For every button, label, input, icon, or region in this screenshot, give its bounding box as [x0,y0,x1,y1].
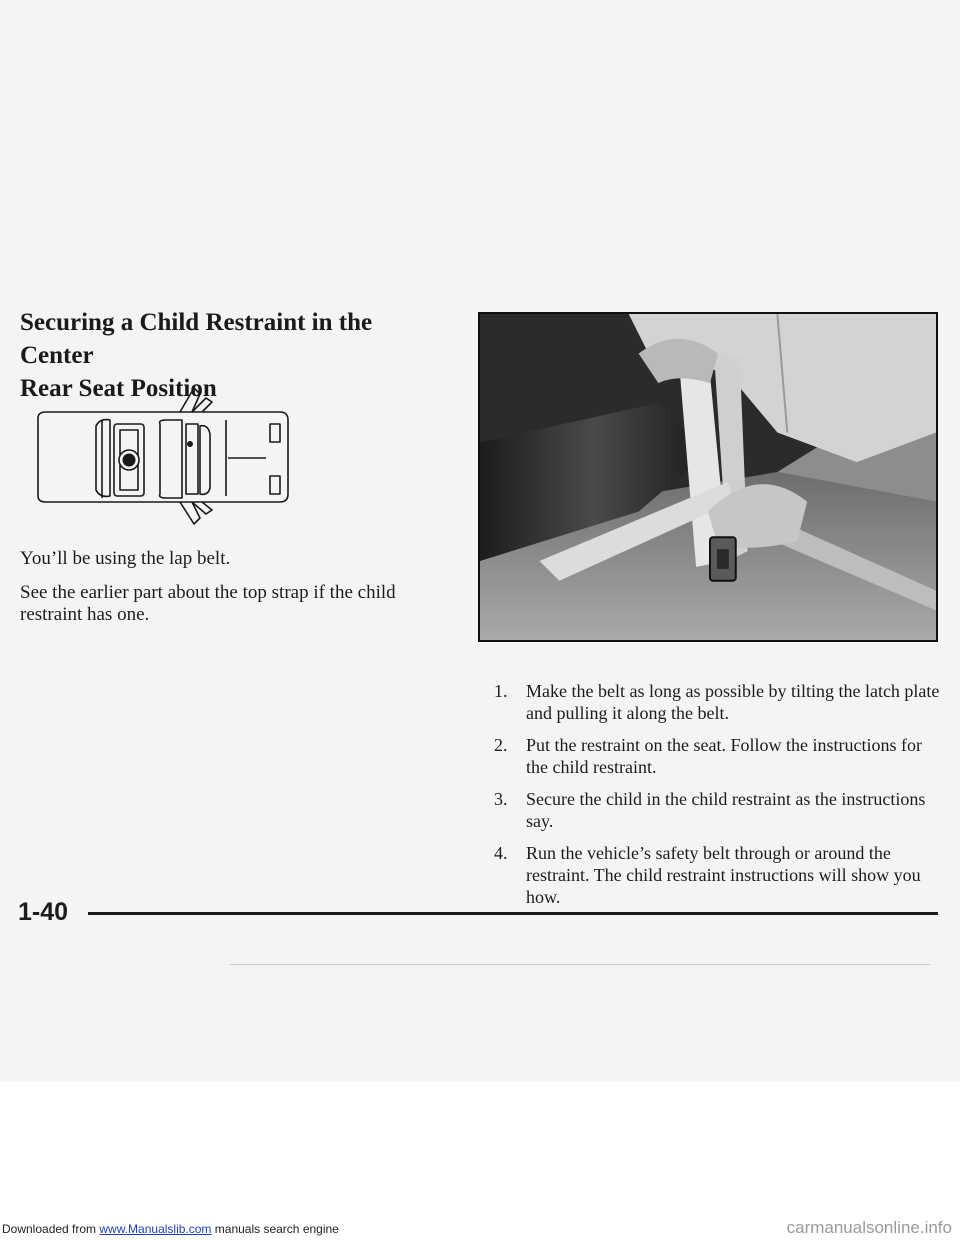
title-line-2: Rear Seat Position [20,375,217,402]
step-text: Run the vehicle’s safety belt through or around the restraint. The child restraint instructions will show you how. [526,843,921,907]
instruction-steps [494,680,944,918]
step-text: Make the belt as long as possible by tilting the latch plate and pulling it along the belt. [526,681,940,723]
step-item [494,842,944,908]
belt-latch-illustration [478,312,938,642]
footer-divider [88,912,938,915]
page-number: 1-40 [18,898,69,926]
manualslib-link[interactable]: www.Manualslib.com [99,1222,212,1236]
intro-text [20,548,420,638]
download-suffix: manuals search engine [211,1222,339,1236]
step-number: 2. [494,735,508,755]
download-prefix: Downloaded from [2,1222,100,1236]
intro-paragraph-2: See the earlier part about the top strap if the child restraint has one. [20,582,396,625]
step-text: Secure the child in the child restraint as the instructions say. [526,789,926,831]
site-watermark: carmanualsonline.info [786,1218,952,1237]
download-credit [2,1222,339,1236]
step-number: 3. [494,789,508,809]
step-number: 4. [494,843,508,863]
intro-paragraph-1: You’ll be using the lap belt. [20,548,231,569]
title-line-1: Securing a Child Restraint in the Center [20,309,373,369]
step-item [494,788,944,832]
car-top-view-diagram [30,384,300,526]
step-item [494,734,944,778]
step-number: 1. [494,681,508,701]
scan-line-divider [230,964,930,965]
step-item [494,680,944,724]
step-text: Put the restraint on the seat. Follow the instructions for the child restraint. [526,735,922,777]
